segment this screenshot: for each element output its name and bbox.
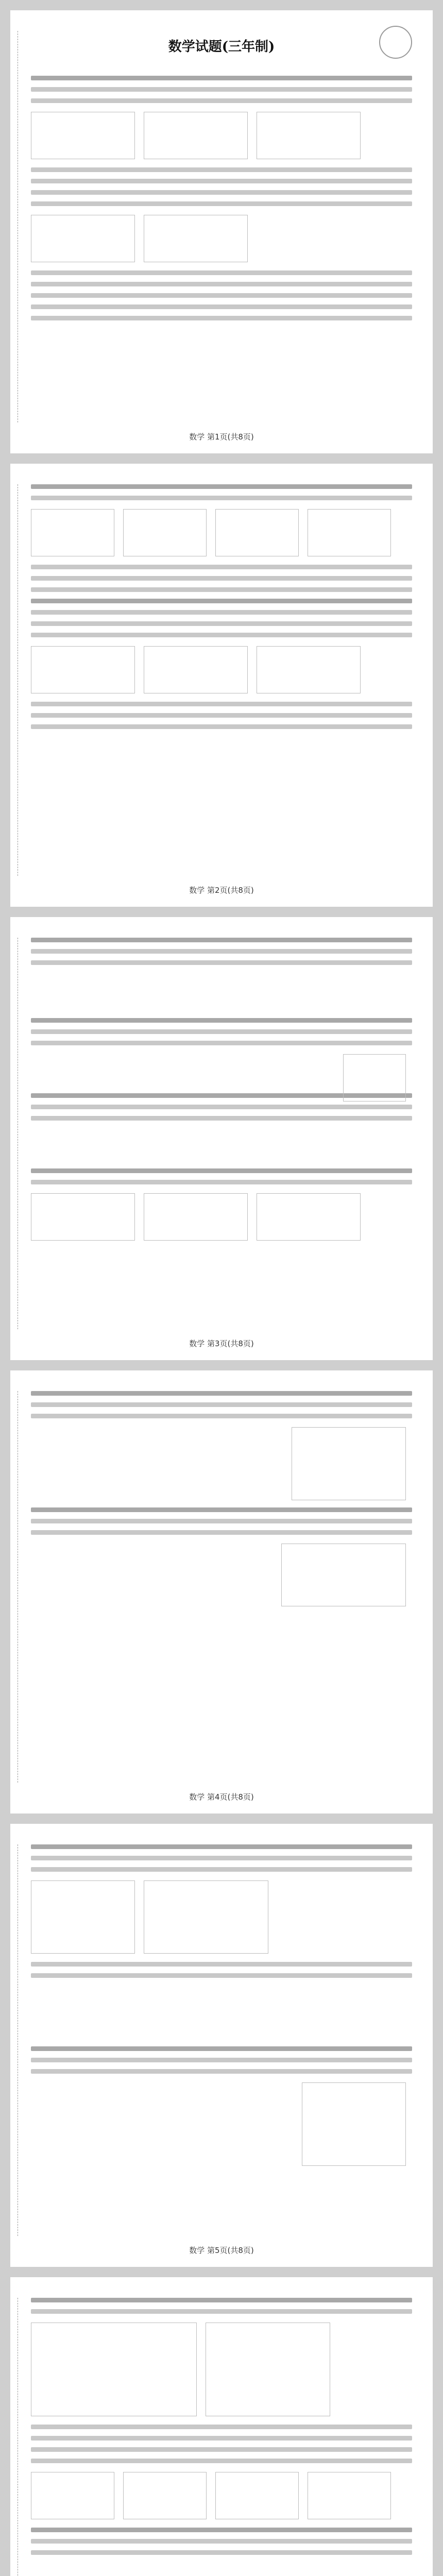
figure-placeholder (257, 1193, 361, 1241)
figure-placeholder (31, 215, 135, 262)
text-line (31, 1519, 412, 1523)
page-footer: 数学 第3页(共8页) (189, 1339, 254, 1348)
page-content (31, 1391, 412, 1783)
text-line (31, 1402, 412, 1407)
pie-chart-placeholder (31, 1880, 135, 1954)
text-line (31, 576, 412, 581)
text-line (31, 1844, 412, 1849)
text-line (31, 1414, 412, 1418)
figure-placeholder (144, 112, 248, 159)
figure-placeholder (206, 2323, 330, 2416)
text-line (31, 496, 412, 500)
text-line (31, 270, 412, 275)
text-line (31, 1867, 412, 1872)
text-line (31, 1168, 412, 1173)
text-line (31, 2058, 412, 2062)
text-line (31, 1962, 412, 1967)
figure-placeholder (257, 112, 361, 159)
figure-placeholder (31, 2472, 114, 2519)
exam-page-1 (10, 10, 433, 453)
text-line (31, 621, 412, 626)
exam-title: 数学试题(三年制) (168, 39, 275, 55)
exam-page-4 (10, 1370, 433, 1814)
figure-placeholder (308, 2472, 391, 2519)
text-line (31, 2069, 412, 2074)
figure-placeholder (31, 112, 135, 159)
text-line (31, 1029, 412, 1034)
spacer (31, 1127, 412, 1168)
text-line (31, 1391, 412, 1396)
text-line (31, 2046, 412, 2051)
text-line (31, 1507, 412, 1512)
figure-placeholder (257, 646, 361, 693)
text-line (31, 960, 412, 965)
page-content (31, 938, 412, 1329)
text-line (31, 2425, 412, 2429)
page-footer: 数学 第4页(共8页) (189, 1792, 254, 1802)
figure-placeholder (31, 509, 114, 556)
page-content (31, 2298, 412, 2576)
text-line (31, 949, 412, 954)
text-line (31, 76, 412, 80)
exam-page-2 (10, 464, 433, 907)
text-line (31, 1116, 412, 1121)
figure-placeholder (144, 1193, 248, 1241)
bar-chart-placeholder (144, 1880, 268, 1954)
text-line (31, 2298, 412, 2302)
page-content (31, 1844, 412, 2236)
spacer (31, 55, 412, 76)
text-line (31, 610, 412, 615)
text-line (31, 179, 412, 183)
figure-placeholder (292, 1427, 406, 1500)
text-line (31, 167, 412, 172)
text-line (31, 293, 412, 298)
figure-placeholder (31, 646, 135, 693)
text-line (31, 2436, 412, 2441)
text-line (31, 1041, 412, 1045)
exam-page-3 (10, 917, 433, 1360)
text-line (31, 599, 412, 603)
text-line (31, 98, 412, 103)
figure-placeholder (123, 509, 207, 556)
text-line (31, 1018, 412, 1023)
figure-placeholder (144, 646, 248, 693)
text-line (31, 2459, 412, 2463)
text-line (31, 2528, 412, 2532)
figure-placeholder (123, 2472, 207, 2519)
spacer (31, 972, 412, 1018)
figure-placeholder (215, 509, 299, 556)
text-line (31, 87, 412, 92)
figure-placeholder (302, 2082, 406, 2166)
text-line (31, 484, 412, 489)
page-footer: 数学 第1页(共8页) (189, 432, 254, 442)
text-line (31, 1105, 412, 1109)
text-line (31, 2539, 412, 2544)
page-footer: 数学 第2页(共8页) (189, 886, 254, 895)
text-line (31, 724, 412, 729)
text-line (31, 1180, 412, 1184)
text-line (31, 190, 412, 195)
figure-placeholder (144, 215, 248, 262)
text-line (31, 2550, 412, 2555)
exam-page-5 (10, 1824, 433, 2267)
text-line (31, 304, 412, 309)
figure-placeholder (31, 1193, 135, 1241)
page-content (31, 484, 412, 876)
text-line (31, 713, 412, 718)
text-line (31, 702, 412, 706)
figure-placeholder (281, 1544, 406, 1606)
text-line (31, 1973, 412, 1978)
text-line (31, 2447, 412, 2452)
text-line (31, 1530, 412, 1535)
figure-placeholder (215, 2472, 299, 2519)
figure-placeholder (31, 2323, 197, 2416)
text-line (31, 633, 412, 637)
text-line (31, 2309, 412, 2314)
exam-page-6 (10, 2277, 433, 2576)
text-line (31, 201, 412, 206)
page-footer: 数学 第5页(共8页) (189, 2246, 254, 2255)
text-line (31, 565, 412, 569)
text-line (31, 1856, 412, 1860)
figure-placeholder (308, 509, 391, 556)
text-line (31, 316, 412, 320)
text-line (31, 938, 412, 942)
spacer (31, 1985, 412, 2046)
page-content (31, 31, 412, 422)
text-line (31, 282, 412, 286)
text-line (31, 587, 412, 592)
figure-placeholder (343, 1054, 406, 1101)
